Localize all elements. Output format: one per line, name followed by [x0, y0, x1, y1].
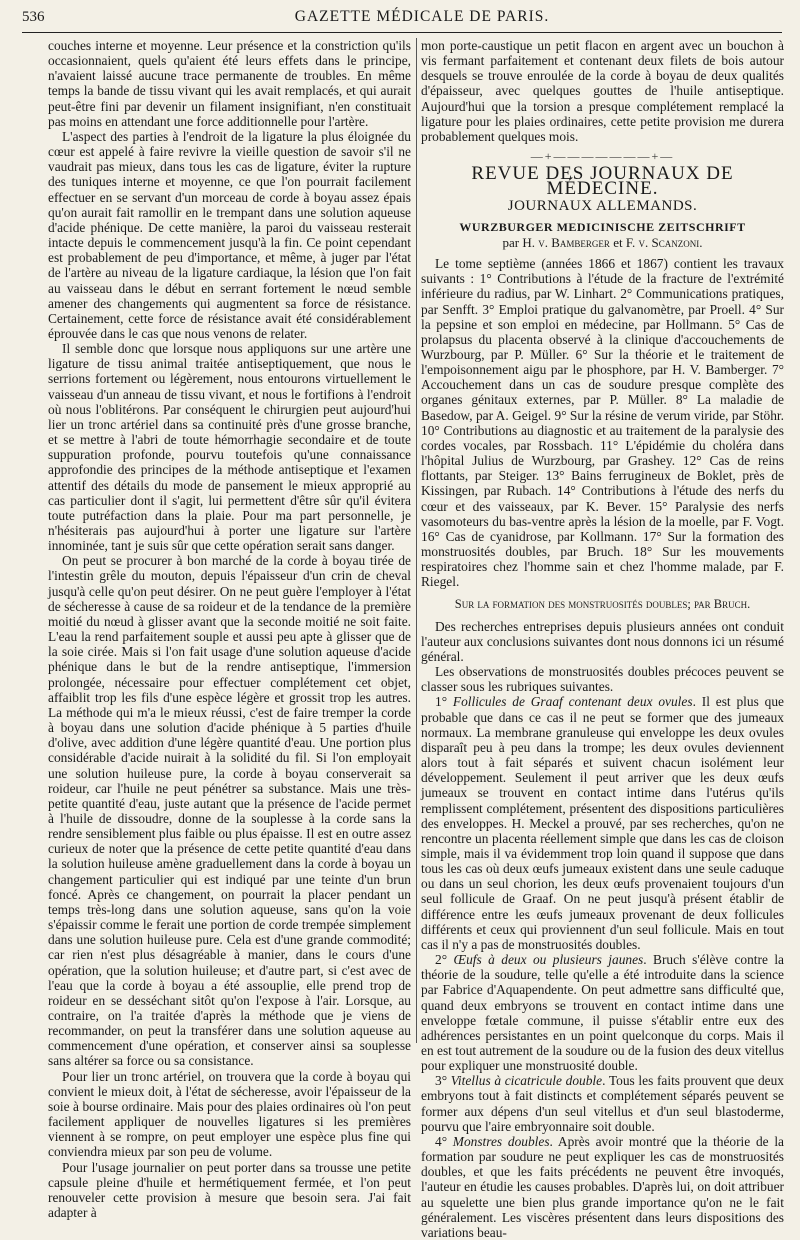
article-author: Bruch	[713, 597, 748, 612]
running-title: GAZETTE MÉDICALE DE PARIS.	[294, 8, 550, 25]
paragraph: mon porte-caustique un petit flacon en argent avec un bouchon à vis fermant parfaitement et contenant deux filets de bois autour desquels se trouve enroulée de la corde à boyau de deux qualités d'épaisseur, avec quelques gouttes de l'huile antiseptique. Aujourd'hui que la torsion a presque complétement remplacé la ligature pour les plaies ordinaires, cette petite provision me durera probablement quelques mois.	[421, 38, 784, 144]
paragraph: Pour lier un tronc artériel, on trouvera que la corde à boyau qui convient le mieux doit, à l'état de sécheresse, avoir l'épaisseur de la soie à bourse ordinaire. Mais pour des plaies ordinaires où l'on peut facilement appliquer de nouvelles ligatures si les premières viennent à se rompre, on peut employer une espèce plus fine qui conviendra mieux par son peu de volume.	[48, 1068, 411, 1160]
journal-name: WURZBURGER MEDICINISCHE ZEITSCHRIFT	[459, 219, 746, 234]
journal-contents: Le tome septième (années 1866 et 1867) contient les travaux suivants : 1° Contributions à l'étude de la fracture de l'extrémité inférieure du radius, par W. Linhart. 2° Communications pratiques, par Senfft. 3° Emploi pratique du galvanomètre, par Proell. 4° Sur la pepsine et son emploi en médecine, par Hollmann. 5° Cas de prolapsus du placenta observé à la clinique d'accouchements de Wurzbourg, par P. Müller. 6° Sur la théorie et le traitement de l'empoisonnement aigu par le phosphore, par H. V. Bamberger. 7° Accouchement dans un cas de soudure presque complète des organes génitaux externes, par P. Müller. 8° La maladie de Basedow, par A. Geigel. 9° Sur la résine de verum viride, par Stöhr. 10° Contributions au diagnostic et au traitement de la paralysie des cordes vocales, par Rossbach. 11° L'épidémie du choléra dans l'hôpital Julius de Wurzbourg, par Grashey. 12° Cas de reins flottants, par Steiger. 13° Bains ferrugineux de Boklet, près de Kissingen, par Rubach. 14° Contributions à l'étude des nerfs du cœur et des vaisseaux, par K. Bever. 15° Paralysie des nerfs vasomoteurs du bas-ventre après la lésion de la moelle, par F. Vogt. 16° Cas de cyanidrose, par Kollmann. 17° Sur la formation des monstruosités doubles, par Bruch. 18° Sur les mouvements respiratoires chez l'homme sain et chez l'homme malade, par F. Riegel.	[421, 256, 784, 590]
paragraph: Les observations de monstruosités doubles précoces peuvent se classer sous les rubriques suivantes.	[421, 664, 784, 695]
list-item: 2° Œufs à deux ou plusieurs jaunes. Bruch s'élève contre la théorie de la soudure, telle qu'elle a été introduite dans la science par Fabrice d'Aquapendente. On peut admettre sans difficulté que, quand deux embryons se trouvent en contact intime dans une enveloppe fœtale commune, il puisse s'établir entre eux des adhérences persistantes en un point quelconque du corps. Mais il en est tout autrement de la soudure ou de la fusion des deux vitellus pour expliquer une monstruosité double.	[421, 952, 784, 1074]
right-column	[421, 38, 785, 1240]
paragraph: couches interne et moyenne. Leur présence et la constriction qu'ils occasionnaient, quels qu'aient été leurs effets dans le principe, n'avaient laissé aucune trace permanente de troubles. En même temps la bande de tissu vivant qui les avait remplacés, et qui aurait peut-être fini par devenir un filament insignifiant, n'en constituait pas moins en attendant une force additionnelle pour l'artère.	[48, 38, 411, 129]
journal-editors: par H. v. Bamberger et F. v. Scanzoni.	[502, 234, 703, 250]
editor-name: H. v. Bamberger	[522, 234, 610, 250]
article-title: Sur la formation des monstruosités doubles; par Bruch.	[454, 597, 751, 612]
page-number: 536	[22, 9, 45, 25]
review-title: REVUE DES JOURNAUX DE MÉDECINE.	[471, 163, 734, 200]
item-title: Monstres doubles	[452, 1133, 550, 1149]
paragraph: Il semble donc que lorsque nous appliquons sur une artère une ligature de tissu animal traitée antiseptiquement, que nous le serrions fortement ou légèrement, nous entourons virtuellement le vaisseau d'un anneau de tissu vivant, et nous le fortifions à l'endroit où nous l'oblitérons. Par conséquent le chirurgien peut aujourd'hui lier un tronc artériel dans sa continuité près d'une grosse branche, et se mettre à l'abri de toute hémorrhagie secondaire et de toute suppuration profonde, pourvu toutefois qu'une connaissance approfondie des principes de la méthode antiseptique et l'examen attentif des détails du mode de pansement le mieux approprié au cas particulier dont il s'agit, lui permettent d'être sûr qu'il évitera toute putréfaction dans la plaie. Pour ma part personnelle, je n'hésiterais pas aujourd'hui à porter une ligature sur l'artère innominée, tant je suis sûr que cette opération serait sans danger.	[48, 341, 411, 554]
item-title: Vitellus à cicatricule double	[450, 1073, 603, 1089]
paragraph: Pour l'usage journalier on peut porter dans sa trousse une petite capsule pleine d'huile et hermétiquement fermée, et l'on peut renouveler cette provision à mesure que besoin sera. J'ai fait adapter à	[48, 1159, 411, 1221]
paragraph: L'aspect des parties à l'endroit de la ligature la plus éloignée du cœur est appelé à faire revivre la vieille question de savoir s'il ne vaudrait pas mieux, dans tous les cas de ligature, éviter la rupture des tuniques interne et moyenne, ce que l'on pourrait facilement effectuer en se servant d'un morceau de corde à boyau assez épais qu'on aurait fait ramollir en le trempant dans une solution aqueuse d'acide phénique. De cette manière, la paroi du vaisseau resterait intacte depuis le commencement jusqu'à la fin. Ce point cependant est probablement de peu d'importance, et même, à juger par l'état de l'artère au niveau de la ligature cardiaque, la lésion que l'on fait au vaisseau dans le début en serrant fortement le nœud semble amener des changements qui augmentent sa force de résistance. Certainement, cette force de résistance avait été considérablement éprouvée dans le cas que nous venons de relater.	[48, 128, 411, 341]
review-subtitle: JOURNAUX ALLEMANDS.	[507, 197, 698, 214]
list-item: 3° Vitellus à cicatricule double. Tous les faits prouvent que deux embryons tout à fait distincts et complétement séparés peuvent se former aux dépens d'un seul vitellus et d'un seul blastoderme, pourvu que l'aire embryonnaire soit double.	[421, 1073, 785, 1134]
left-column	[48, 38, 411, 1221]
editor-name: F. v. Scanzoni	[625, 234, 700, 250]
item-title: Follicules de Graaf contenant deux ovules	[452, 694, 693, 710]
list-item: 1° Follicules de Graaf contenant deux ovules. Il est plus que probable que dans ce cas il ne peut se former que des jumeaux normaux. La membrane granuleuse qui enveloppe les deux ovules disparaît peu à peu dans la trompe; les deux ovules deviennent alors tout à fait séparés et suivent chacun isolément leur développement. Seulement il peut arriver que les deux œufs jumeaux se trouvent en contact intime dans l'utérus qu'ils remplissent complétement, présentent des dispositions particulières des enveloppes. H. Meckel a prouvé, par ses recherches, qu'on ne rencontre un placenta réellement simple que dans les cas de cloison simple, mais il va évidemment trop loin quand il suppose que dans tous les cas où deux œufs jumeaux existent dans une seule caduque ou dans un seul chorion, les deux œufs provenaient toujours d'un seul follicule de Graaf. On ne peut jusqu'à présent établir de différence entre les œufs jumeaux provenant de deux follicules différents et ceux qui proviennent d'un seul follicule. Mais en tout cas il n'y a pas de monstruosités doubles.	[421, 694, 784, 952]
paragraph: On peut se procurer à bon marché de la corde à boyau tirée de l'intestin grêle du mouton, depuis l'épaisseur d'un crin de cheval jusqu'à celle qu'on peut désirer. On ne peut guère l'employer à l'état de sécheresse à cause de sa roideur et de la tendance de la première moitié du nœud à glisser avant que la seconde moitié ne soit faite. L'eau la rend parfaitement souple et aussi peu apte à glisser que de la soie cirée. Mais si l'on fait usage d'une solution aqueuse d'acide phénique dans le but de la rendre antiseptique, l'immersion prolongée, nécessaire pour effectuer complétement cet objet, affaiblit trop les fils d'une espèce légère et grossit trop les autres. La méthode qui m'a le mieux réussi, c'est de faire tremper la corde à boyau dans une solution d'acide phénique à 5 parties d'huile d'olive, avec addition d'une légère quantité d'eau. Une portion plus considérable d'acide nuirait à la solidité du fil. Si l'on employait une solution huileuse pure, la corde à boyau conserverait sa roideur, car l'huile ne peut pénétrer sa substance. Mais une très-petite quantité d'eau, juste autant que la présence de l'acide permet à l'huile de dissoudre, donne de la souplesse à la corde sans la rendre sensiblement plus faible ou plus épaisse. Il est en outre assez curieux de noter que la présence de cette petite quantité d'eau dans la solution huileuse amène graduellement dans la corde à boyau un changement particulier qui est indiqué par une teinte d'un brun foncé. Après ce changement, on pourrait la placer pendant un temps très-long dans une solution aqueuse, sans qu'on la voie s'épaissir comme le ferait une portion de corde trempée simplement dans une solution huileuse pure. Cela est d'une grande commodité; car rien n'est plus désagréable à manier, dans le cours d'une opération, que la solution huileuse; et d'autre part, si c'est avec de l'eau que la corde à boyau a été assouplie, elle prend trop de roideur en se desséchant sitôt qu'on l'expose à l'air. Lorsque, au contraire, on l'a traitée d'après la méthode que je viens de recommander, on peut la transférer dans une solution aqueuse au commencement d'une opération, et conserver ainsi sa souplesse sans altérer sa force ou sa consistance.	[48, 553, 411, 1069]
list-item: 4° Monstres doubles. Après avoir montré que la théorie de la formation par soudure ne peut expliquer les cas de monstruosités doubles, et que les faits précédents ne peuvent être invoqués, l'auteur en étudie les causes probables. D'après lui, on doit attribuer au squelette une bien plus grande importance qu'on ne le fait généralement. Les viscères présentent dans leurs dispositions des variations beau-	[421, 1133, 784, 1240]
page-header	[22, 8, 782, 33]
section-separator: —+———————+—	[530, 149, 675, 164]
paragraph: Des recherches entreprises depuis plusieurs années ont conduit l'auteur aux conclusions suivantes dont nous donnons ici un résumé général.	[421, 618, 784, 664]
column-divider	[416, 38, 417, 1043]
item-title: Œufs à deux ou plusieurs jaunes	[453, 952, 644, 968]
